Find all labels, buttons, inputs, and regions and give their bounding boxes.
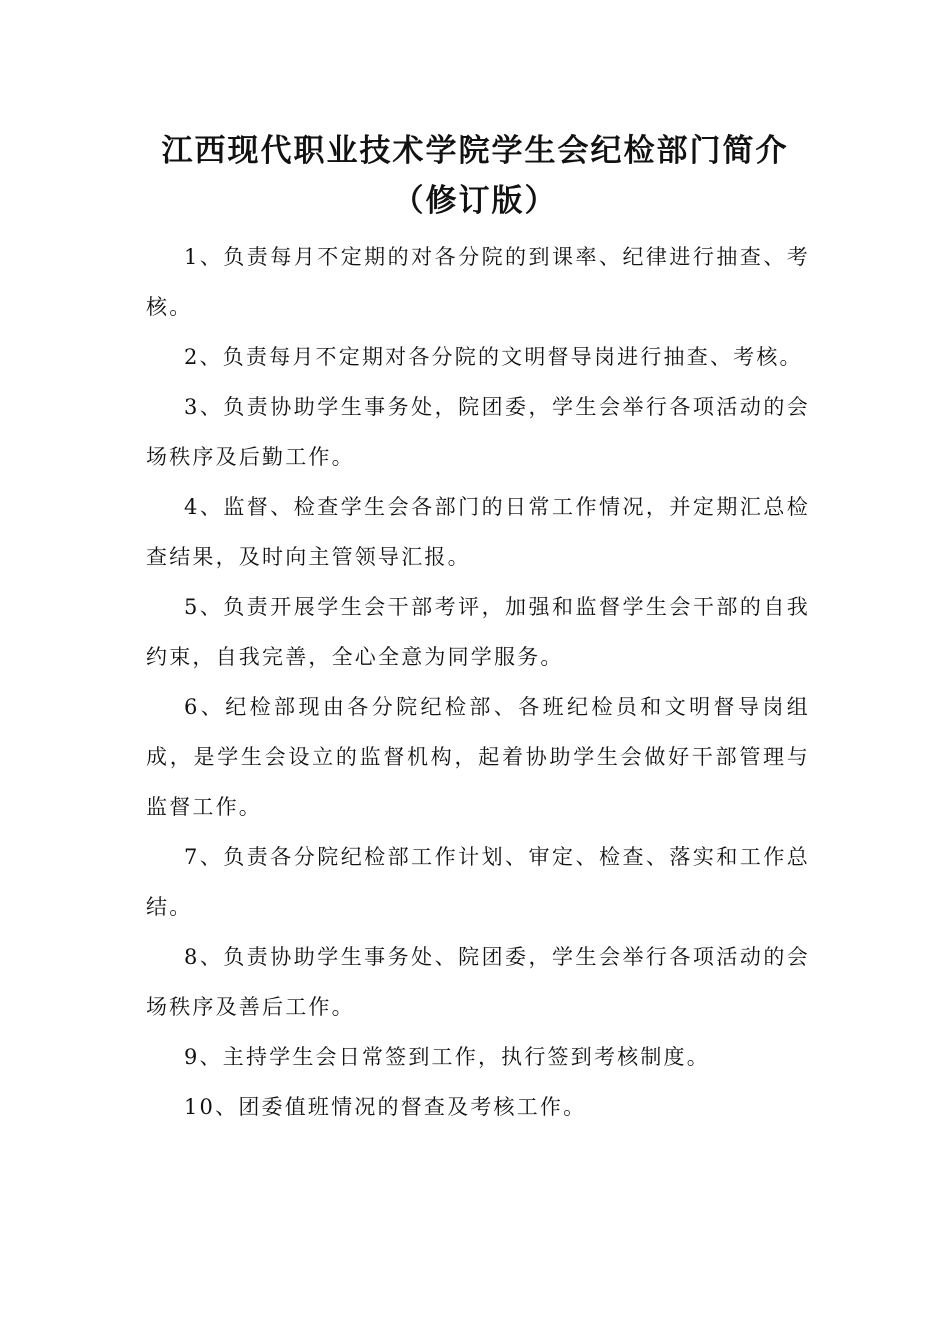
paragraph-1: 1、负责每月不定期的对各分院的到课率、纪律进行抽查、考核。 — [146, 245, 810, 319]
paragraph-5: 5、负责开展学生会干部考评，加强和监督学生会干部的自我约束，自我完善，全心全意为同学服务。 — [146, 595, 810, 669]
paragraph-3: 3、负责协助学生事务处，院团委，学生会举行各项活动的会场秩序及后勤工作。 — [146, 395, 810, 469]
paragraph-2: 2、负责每月不定期对各分院的文明督导岗进行抽查、考核。 — [184, 345, 803, 369]
paragraph-7: 7、负责各分院纪检部工作计划、审定、检查、落实和工作总结。 — [146, 845, 810, 919]
document-title: 江西现代职业技术学院学生会纪检部门简介 — [161, 133, 789, 169]
paragraph-9: 9、主持学生会日常签到工作，执行签到考核制度。 — [184, 1045, 710, 1069]
paragraph-6: 6、纪检部现由各分院纪检部、各班纪检员和文明督导岗组成，是学生会设立的监督机构，起着协助学生会做好干部管理与监督工作。 — [146, 695, 810, 819]
document-subtitle: （修订版） — [392, 183, 558, 219]
paragraph-8: 8、负责协助学生事务处、院团委，学生会举行各项活动的会场秩序及善后工作。 — [146, 945, 810, 1019]
paragraph-10: 10、团委值班情况的督查及考核工作。 — [184, 1095, 587, 1119]
document-body — [146, 232, 810, 1132]
paragraph-4: 4、监督、检查学生会各部门的日常工作情况，并定期汇总检查结果，及时向主管领导汇报。 — [146, 495, 810, 569]
